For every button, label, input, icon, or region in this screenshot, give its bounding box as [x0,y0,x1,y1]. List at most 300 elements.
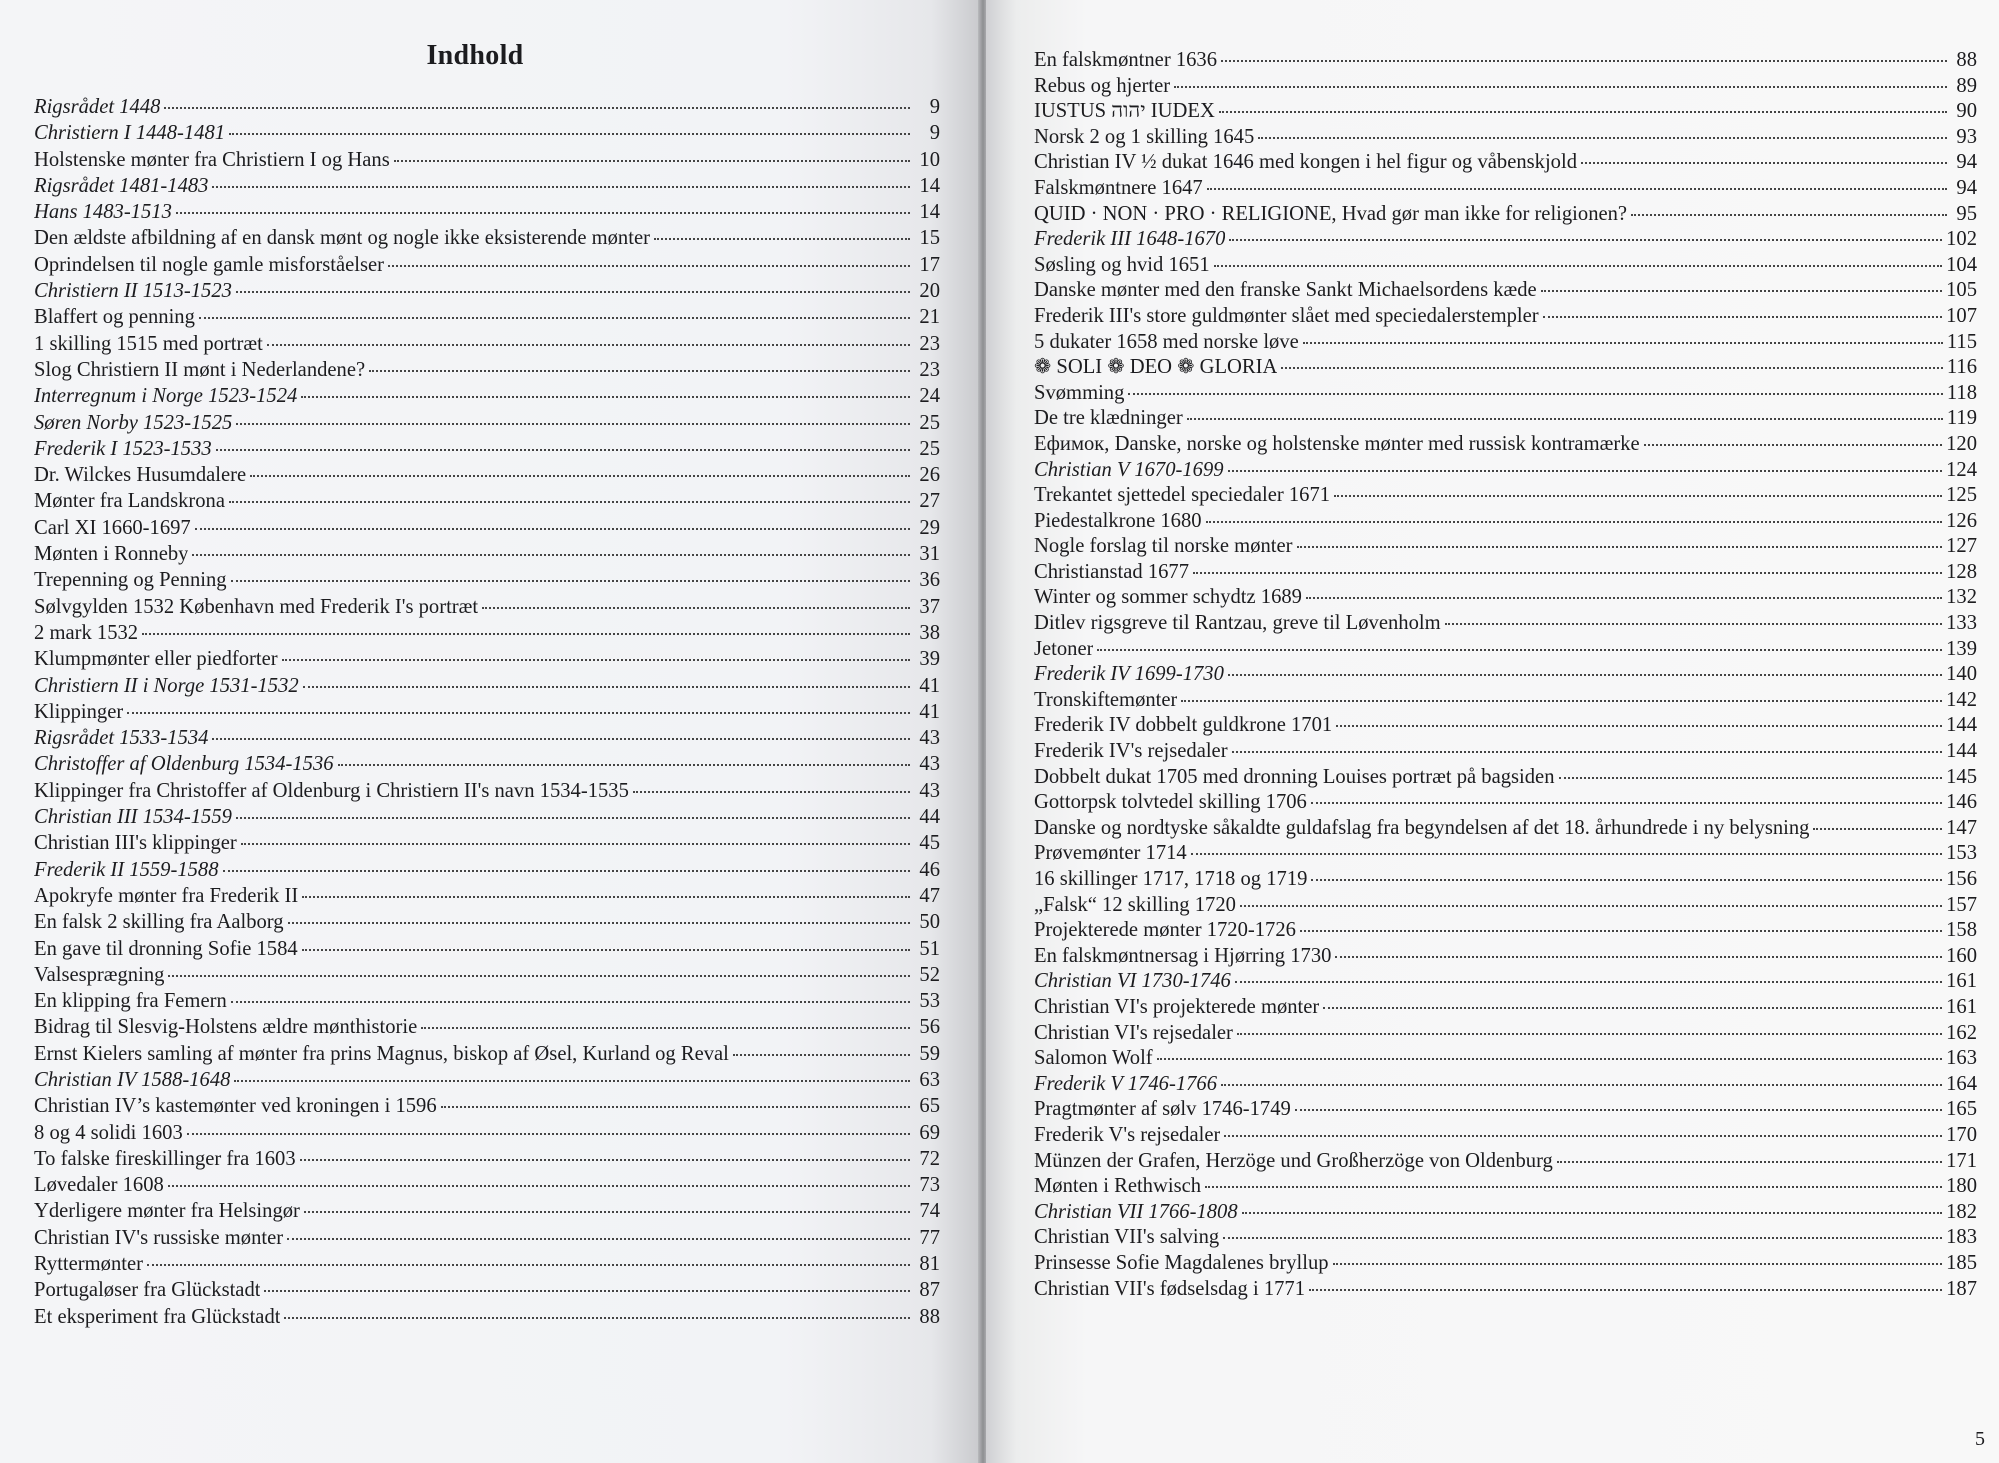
toc-entry [34,173,940,199]
dot-leader [1306,596,1942,599]
toc-entry-page: 107 [1946,304,1977,327]
toc-entry [34,988,940,1014]
dot-leader [1297,545,1943,548]
toc-entry-page: 15 [919,227,940,250]
toc-entry-page: 43 [919,779,940,802]
dot-leader [1311,878,1942,881]
dot-leader [216,448,910,451]
toc-entry-page: 56 [919,1016,940,1039]
toc-entry-title: Christian IV 1588-1648 [34,1068,231,1091]
toc-entry-page: 43 [919,753,940,776]
toc-entry [34,1251,940,1277]
toc-entry [34,751,940,777]
dot-leader [229,132,910,135]
dot-leader [1242,1211,1942,1214]
toc-entry-page: 128 [1946,560,1977,583]
toc-entry [1034,355,1977,381]
toc-entry-title: Hans 1483-1513 [34,201,172,224]
dot-leader [1631,213,1947,216]
toc-entry-title: Ефимок, Danske, norske og holstenske mønter med russisk kontramærke [1034,432,1640,455]
toc-entry-title: Ernst Kielers samling af mønter fra prins Magnus, biskop af Øsel, Kurland og Reval [34,1042,729,1065]
toc-list-right [1034,48,1977,1302]
toc-entry-page: 102 [1946,228,1977,251]
toc-entry [34,699,940,725]
toc-entry [34,567,940,593]
toc-entry-title: 2 mark 1532 [34,621,139,644]
toc-entry [1034,458,1977,484]
toc-entry [34,673,940,699]
toc-list-left [34,94,940,1330]
toc-entry [1034,227,1977,253]
toc-entry-page: 44 [919,806,940,829]
dot-leader [394,159,910,162]
toc-entry-title: Frederik IV dobbelt guldkrone 1701 [1034,714,1333,737]
toc-entry-page: 77 [919,1226,940,1249]
toc-entry [1034,560,1977,586]
dot-leader [195,527,910,530]
toc-entry [34,962,940,988]
toc-entry-title: Christian VI 1730-1746 [1034,970,1231,993]
toc-entry-page: 43 [919,727,940,750]
toc-entry-page: 81 [919,1253,940,1276]
dot-leader [388,264,910,267]
toc-entry-page: 63 [919,1068,940,1091]
toc-entry-title: Frederik V's rejsedaler [1034,1123,1221,1146]
dot-leader [1541,289,1942,292]
toc-entry-title: ❁ SOLI ❁ DEO ❁ GLORIA [1034,356,1278,379]
dot-leader [1237,1032,1942,1035]
toc-entry [1034,150,1977,176]
dot-leader [1229,238,1942,241]
toc-entry-title: Blaffert og penning [34,306,195,329]
dot-leader [1543,315,1942,318]
toc-entry [34,1146,940,1172]
toc-entry-page: 59 [919,1042,940,1065]
dot-leader [142,632,910,635]
toc-entry-page: 23 [919,358,940,381]
toc-entry-page: 161 [1946,995,1977,1018]
toc-entry-page: 24 [919,385,940,408]
toc-entry-title: Frederik V 1746-1766 [1034,1072,1218,1095]
dot-leader [654,237,910,240]
toc-entry-page: 120 [1946,432,1977,455]
toc-entry-title: 5 dukater 1658 med norske løve [1034,330,1299,353]
dot-leader [241,842,910,845]
toc-entry [34,357,940,383]
toc-entry [34,147,940,173]
toc-entry-title: De tre klædninger [1034,407,1183,430]
toc-entry [34,725,940,751]
toc-entry-title: Salomon Wolf [1034,1047,1153,1070]
toc-entry-page: 183 [1946,1226,1977,1249]
toc-entry-title: Oprindelsen til nogle gamle misforståelser [34,253,385,276]
dot-leader [223,869,910,872]
dot-leader [300,1158,910,1161]
toc-entry-title: En gave til dronning Sofie 1584 [34,937,298,960]
dot-leader [1219,110,1947,113]
toc-entry-title: Christian IV's russiske mønter [34,1226,284,1249]
dot-leader [1214,264,1942,267]
toc-entry [34,1067,940,1093]
toc-entry [34,1225,940,1251]
dot-leader [164,106,910,109]
toc-entry [34,778,940,804]
toc-entry-title: Frederik III 1648-1670 [1034,228,1226,251]
toc-entry [34,594,940,620]
toc-entry-page: 124 [1946,458,1977,481]
toc-entry-page: 29 [919,516,940,539]
toc-entry [1034,1200,1977,1226]
dot-leader [1309,1288,1942,1291]
toc-entry-page: 46 [919,858,940,881]
dot-leader [1336,724,1942,727]
toc-entry-page: 21 [919,306,940,329]
toc-entry [1034,1277,1977,1303]
toc-entry [34,1277,940,1303]
toc-entry [1034,202,1977,228]
toc-entry [1034,1046,1977,1072]
toc-entry [1034,867,1977,893]
toc-entry-title: Frederik II 1559-1588 [34,858,219,881]
toc-entry [1034,765,1977,791]
toc-entry-page: 118 [1946,381,1977,404]
toc-entry-title: Den ældste afbildning af en dansk mønt og nogle ikke eksisterende mønter [34,227,650,250]
dot-leader [264,1289,910,1292]
toc-entry-page: 69 [919,1121,940,1144]
toc-entry [1034,1174,1977,1200]
dot-leader [1128,392,1942,395]
toc-entry [34,410,940,436]
toc-entry [34,909,940,935]
toc-entry-page: 73 [919,1174,940,1197]
toc-entry-page: 133 [1946,612,1977,635]
toc-entry-page: 104 [1946,253,1977,276]
dot-leader [1258,136,1947,139]
toc-entry-page: 144 [1946,714,1977,737]
dot-leader [1303,341,1943,344]
toc-entry-page: 31 [919,543,940,566]
toc-entry-page: 25 [919,437,940,460]
toc-entry [34,199,940,225]
toc-entry-page: 9 [929,122,940,145]
toc-entry-page: 38 [919,621,940,644]
toc-entry-title: Prøvemønter 1714 [1034,842,1187,865]
toc-entry-title: Mønten i Rethwisch [1034,1175,1202,1198]
toc-entry [34,620,940,646]
dot-leader [212,185,910,188]
toc-entry [34,541,940,567]
toc-entry-title: Jetoner [1034,637,1094,660]
dot-leader [287,1237,910,1240]
page-title: Indhold [426,40,524,71]
toc-entry [34,304,940,330]
toc-entry-page: 116 [1946,356,1977,379]
toc-entry-page: 115 [1946,330,1977,353]
toc-entry-page: 93 [1956,125,1977,148]
toc-entry [34,830,940,856]
toc-entry [34,383,940,409]
toc-entry [1034,406,1977,432]
toc-entry-title: Carl XI 1660-1697 [34,516,191,539]
toc-entry [1034,534,1977,560]
toc-entry-page: 50 [919,911,940,934]
toc-entry [34,120,940,146]
toc-entry-page: 142 [1946,688,1977,711]
dot-leader [301,395,910,398]
toc-entry-page: 74 [919,1200,940,1223]
toc-entry-title: Frederik III's store guldmønter slået med speciedalerstempler [1034,304,1539,327]
toc-entry-page: 187 [1946,1277,1977,1300]
toc-entry-page: 10 [919,148,940,171]
toc-entry-page: 27 [919,490,940,513]
toc-entry-page: 37 [919,595,940,618]
dot-leader [303,685,910,688]
toc-entry [1034,74,1977,100]
dot-leader [304,1210,910,1213]
toc-entry-title: „Falsk“ 12 skilling 1720 [1034,893,1236,916]
dot-leader [1191,852,1942,855]
toc-entry [34,936,940,962]
toc-entry-page: 160 [1946,944,1977,967]
toc-entry-page: 72 [919,1147,940,1170]
toc-entry [34,857,940,883]
toc-entry-title: Projekterede mønter 1720-1726 [1034,919,1296,942]
toc-entry [1034,739,1977,765]
toc-entry-title: Winter og sommer schydtz 1689 [1034,586,1302,609]
toc-entry-title: Bidrag til Slesvig-Holstens ældre mønthistorie [34,1016,418,1039]
dot-leader [1557,1160,1942,1163]
toc-entry [1034,278,1977,304]
toc-entry-page: 65 [919,1095,940,1118]
dot-leader [1157,1057,1942,1060]
dot-leader [212,737,910,740]
toc-entry-page: 105 [1946,279,1977,302]
toc-entry-title: Rigsrådet 1448 [34,96,161,118]
toc-entry-title: 16 skillinger 1717, 1718 og 1719 [1034,868,1308,890]
dot-leader [1445,622,1942,625]
toc-entry [1034,841,1977,867]
dot-leader [421,1026,910,1029]
dot-leader [231,1000,910,1003]
toc-entry-page: 47 [919,884,940,907]
toc-entry-title: Frederik IV's rejsedaler [1034,740,1228,763]
toc-entry-title: Christianstad 1677 [1034,560,1190,583]
toc-entry-title: Svømming [1034,381,1125,404]
toc-entry-page: 171 [1946,1149,1977,1172]
toc-entry [34,1093,940,1119]
toc-entry-title: Holstenske mønter fra Christiern I og Hans [34,148,390,171]
toc-entry-page: 41 [919,700,940,723]
toc-entry [1034,1251,1977,1277]
dot-leader [1240,904,1942,907]
toc-entry-title: Slog Christiern II mønt i Nederlandene? [34,358,366,381]
right-page [986,0,1999,1463]
toc-entry-page: 156 [1946,868,1977,890]
dot-leader [482,606,910,609]
toc-entry [1034,176,1977,202]
toc-entry-title: Gottorpsk tolvtedel skilling 1706 [1034,791,1307,814]
toc-entry-title: Falskmøntnere 1647 [1034,176,1203,199]
dot-leader [1334,494,1942,497]
dot-leader [231,579,910,582]
toc-entry-title: Christiern II i Norge 1531-1532 [34,674,299,697]
toc-entry-page: 20 [919,280,940,303]
toc-entry-page: 23 [919,332,940,355]
toc-entry-title: Christian III 1534-1559 [34,806,232,829]
toc-entry-title: Mønter fra Landskrona [34,490,225,513]
toc-entry [1034,893,1977,919]
dot-leader [1300,929,1942,932]
dot-leader [250,474,910,477]
toc-entry [34,488,940,514]
page-number: 5 [1975,1428,1985,1450]
toc-entry [1034,48,1977,74]
toc-entry-page: 144 [1946,740,1977,763]
dot-leader [1097,648,1942,651]
dot-leader [234,1079,910,1082]
toc-entry-page: 17 [919,253,940,276]
dot-leader [633,790,910,793]
dot-leader [1813,827,1942,830]
toc-entry [34,1172,940,1198]
toc-entry [1034,585,1977,611]
toc-entry [34,1041,940,1067]
dot-leader [1581,161,1947,164]
toc-entry [34,462,940,488]
toc-entry-page: 163 [1946,1047,1977,1070]
toc-entry-title: Christian VI's rejsedaler [1034,1021,1233,1044]
toc-entry-title: Dobbelt dukat 1705 med dronning Louises portræt på bagsiden [1034,765,1555,788]
toc-entry-title: Portugaløser fra Glückstadt [34,1279,261,1302]
toc-entry-page: 139 [1946,637,1977,660]
toc-entry-title: Christiern I 1448-1481 [34,122,226,145]
toc-entry [1034,432,1977,458]
dot-leader [1333,1262,1943,1265]
toc-entry-page: 52 [919,963,940,986]
dot-leader [1311,801,1942,804]
dot-leader [733,1053,910,1056]
dot-leader [236,422,910,425]
toc-entry-page: 127 [1946,535,1977,558]
toc-entry-title: En falsk 2 skilling fra Aalborg [34,911,284,934]
toc-entry-title: Nogle forslag til norske mønter [1034,535,1293,558]
toc-entry-title: Apokryfe mønter fra Frederik II [34,884,299,907]
toc-entry [1034,611,1977,637]
toc-entry [1034,969,1977,995]
toc-entry [1034,688,1977,714]
dot-leader [1235,980,1942,983]
toc-entry-title: Klumpmønter eller piedforter [34,648,278,671]
toc-entry-page: 185 [1946,1251,1977,1274]
toc-entry-title: Ditlev rigsgreve til Rantzau, greve til Løvenholm [1034,612,1441,635]
toc-entry-title: Klippinger [34,700,124,723]
toc-entry-title: Rigsrådet 1533-1534 [34,727,209,750]
toc-entry [1034,1097,1977,1123]
toc-entry-page: 125 [1946,484,1977,507]
toc-entry [1034,1225,1977,1251]
toc-entry-page: 88 [919,1305,940,1328]
dot-leader [288,921,910,924]
toc-entry-page: 145 [1946,765,1977,788]
dot-leader [1174,85,1947,88]
toc-entry [1034,99,1977,125]
left-page [0,0,980,1463]
toc-entry-page: 170 [1946,1123,1977,1146]
toc-entry-title: Søren Norby 1523-1525 [34,411,233,434]
toc-entry-page: 140 [1946,663,1977,686]
toc-entry [34,252,940,278]
toc-entry-title: Danske mønter med den franske Sankt Michaelsordens kæde [1034,279,1537,302]
dot-leader [127,711,910,714]
toc-entry [1034,1149,1977,1175]
toc-entry-title: Christian VII's salving [1034,1226,1220,1249]
toc-entry-title: To falske fireskillinger fra 1603 [34,1147,296,1170]
dot-leader [199,316,910,319]
toc-entry [34,883,940,909]
dot-leader [147,1263,910,1266]
toc-entry-page: 162 [1946,1021,1977,1044]
toc-entry-page: 95 [1956,202,1977,225]
toc-entry-page: 9 [929,96,940,118]
toc-entry-page: 147 [1946,816,1977,839]
toc-entry [1034,1123,1977,1149]
toc-entry [1034,637,1977,663]
dot-leader [302,948,910,951]
toc-entry-title: Christian IV ½ dukat 1646 med kongen i hel figur og våbenskjold [1034,151,1577,174]
dot-leader [1228,469,1943,472]
toc-entry-title: Sølvgylden 1532 København med Frederik I's portræt [34,595,479,618]
dot-leader [1221,59,1947,62]
toc-entry [34,331,940,357]
toc-entry-title: Ryttermønter [34,1253,143,1276]
toc-entry-page: 153 [1946,842,1977,865]
toc-entry-title: Interregnum i Norge 1523-1524 [34,385,298,408]
toc-entry [34,1198,940,1224]
toc-entry-title: Christian VII 1766-1808 [1034,1200,1238,1223]
toc-entry-page: 158 [1946,919,1977,942]
dot-leader [1232,750,1943,753]
dot-leader [302,895,910,898]
toc-entry [1034,330,1977,356]
toc-entry-title: Christiern II 1513-1523 [34,280,232,303]
toc-entry [1034,253,1977,279]
dot-leader [1323,1006,1942,1009]
toc-entry-page: 94 [1956,151,1977,174]
dot-leader [1224,1134,1942,1137]
toc-entry-title: En klipping fra Femern [34,990,227,1013]
toc-entry-page: 53 [919,990,940,1013]
toc-entry-page: 161 [1946,970,1977,993]
toc-entry-page: 146 [1946,791,1977,814]
toc-entry [1034,918,1977,944]
toc-entry-title: Christoffer af Oldenburg 1534-1536 [34,753,334,776]
dot-leader [1295,1108,1942,1111]
toc-entry-page: 89 [1956,74,1977,97]
toc-entry-page: 88 [1956,49,1977,71]
toc-entry-title: Dr. Wilckes Husumdalere [34,464,247,487]
toc-entry-title: QUID · NON · PRO · RELIGIONE, Hvad gør man ikke for religionen? [1034,202,1628,225]
toc-entry-title: Frederik IV 1699-1730 [1034,663,1224,686]
toc-entry-title: Norsk 2 og 1 skilling 1645 [1034,125,1255,148]
toc-entry [34,225,940,251]
toc-entry-title: Et eksperiment fra Glückstadt [34,1305,281,1328]
toc-entry-page: 126 [1946,509,1977,532]
toc-entry [1034,1021,1977,1047]
dot-leader [1644,443,1942,446]
toc-entry-title: Tronskiftemønter [1034,688,1178,711]
toc-entry [1034,944,1977,970]
toc-entry [1034,304,1977,330]
